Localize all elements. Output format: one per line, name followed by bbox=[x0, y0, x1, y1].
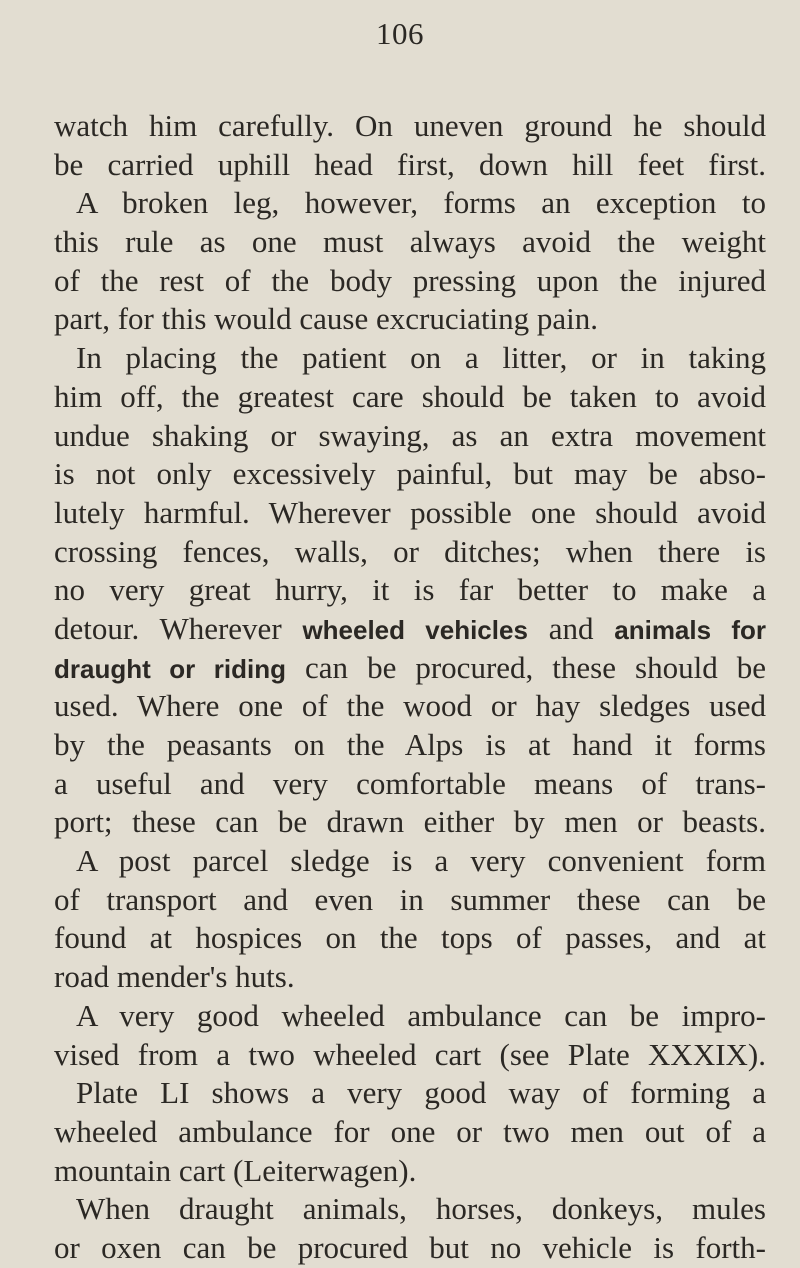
text-line: him off, the greatest care should be taken to avoid bbox=[54, 378, 766, 414]
text-line-with-emphasis bbox=[54, 649, 766, 688]
text-line: of the rest of the body pressing upon the injured bbox=[54, 262, 766, 298]
text-line: is not only excessively painful, but may be abso- bbox=[54, 456, 766, 492]
text-run: and bbox=[527, 610, 615, 646]
text-line: found at hospices on the tops of passes, and at bbox=[54, 920, 766, 956]
text-line: road mender's huts. bbox=[54, 959, 295, 995]
text-line: A very good wheeled ambulance can be impro- bbox=[76, 997, 766, 1033]
text-line: When draught animals, horses, donkeys, mules bbox=[76, 1191, 766, 1227]
text-line: A post parcel sledge is a very convenient form bbox=[76, 843, 766, 879]
text-line: lutely harmful. Wherever possible one should avoid bbox=[54, 494, 766, 530]
text-line: be carried uphill head first, down hill feet first. bbox=[54, 146, 766, 182]
text-line: port; these can be drawn either by men or beasts. bbox=[54, 804, 766, 840]
text-line: this rule as one must always avoid the weight bbox=[54, 224, 766, 260]
text-line: of transport and even in summer these can be bbox=[54, 881, 766, 917]
text-line: A broken leg, however, forms an exception to bbox=[76, 185, 766, 221]
text-run: detour. Wherever bbox=[54, 610, 303, 646]
text-line: or oxen can be procured but no vehicle is forth- bbox=[54, 1229, 766, 1265]
page-number: 106 bbox=[376, 16, 424, 51]
text-line: part, for this would cause excruciating pain. bbox=[54, 301, 599, 337]
emphasized-text: draught or riding bbox=[54, 653, 286, 684]
text-line: by the peasants on the Alps is at hand it forms bbox=[54, 727, 766, 762]
text-line: no very great hurry, it is far better to make a bbox=[54, 572, 766, 608]
text-line: vised from a two wheeled cart (see Plate XXXIX). bbox=[54, 1036, 766, 1072]
emphasized-text: animals for bbox=[614, 614, 766, 645]
text-line: undue shaking or swaying, as an extra movement bbox=[54, 417, 766, 453]
text-line: Plate LI shows a very good way of forming a bbox=[76, 1075, 766, 1111]
text-run: can be procured, these should be bbox=[285, 649, 766, 685]
text-line: a useful and very comfortable means of trans- bbox=[54, 765, 766, 801]
text-line: crossing fences, walls, or ditches; when there is bbox=[54, 533, 766, 569]
text-line: watch him carefully. On uneven ground he should bbox=[54, 108, 766, 143]
text-line: used. Where one of the wood or hay sledges used bbox=[54, 688, 766, 724]
text-line-with-emphasis bbox=[54, 610, 766, 649]
text-line: mountain cart (Leiterwagen). bbox=[54, 1152, 417, 1188]
text-line: In placing the patient on a litter, or in taking bbox=[76, 340, 766, 376]
body-text bbox=[54, 107, 766, 1268]
text-line: wheeled ambulance for one or two men out of a bbox=[54, 1113, 766, 1149]
emphasized-text: wheeled vehicles bbox=[302, 614, 528, 645]
